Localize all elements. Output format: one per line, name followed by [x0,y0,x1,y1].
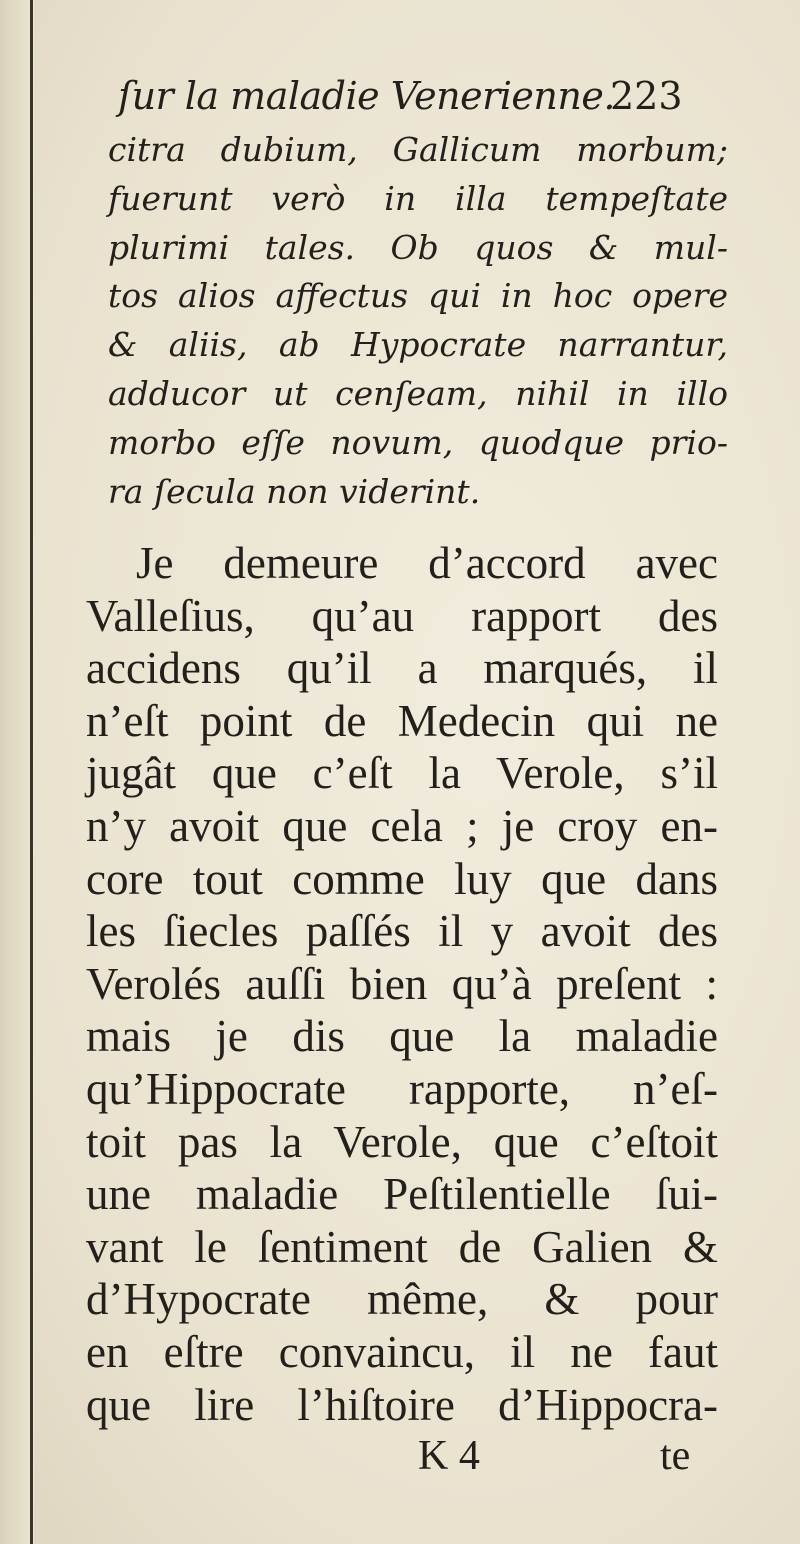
text-line: n’eſt point de Medecin qui ne [86,695,718,746]
text-line: les ſiecles paſſés il y avoit des [86,906,718,957]
binding-edge-line [30,0,33,1544]
text-line: d’Hypocrate même, & pour [86,1274,718,1325]
text-line: plurimi tales. Ob quos & mul- [108,227,728,267]
text-line: en eſtre convaincu, il ne faut [86,1326,718,1377]
text-line: Verolés auſſi bien qu’à preſent : [86,958,718,1009]
text-line: toit pas la Verole, que c’eſtoit [86,1116,718,1167]
text-line: mais je dis que la maladie [86,1011,718,1062]
text-line: adducor ut cenſeam, nihil in illo [108,373,728,413]
french-passage [86,537,718,1431]
signature-mark: K 4 [418,1433,480,1479]
text-line: Je demeure d’accord avec [136,538,718,588]
text-line: une maladie Peſtilentielle ſui- [86,1169,718,1220]
text-line: fuerunt verò in illa tempeſtate [108,178,728,218]
text-line: vant le ſentiment de Galien & [86,1221,718,1272]
text-line: citra dubium, Gallicum morbum; [108,130,728,169]
latin-passage [108,126,728,516]
text-line: ra ſecula non viderint. [108,471,481,511]
text-line: qu’Hippocrate rapporte, n’eſ- [86,1063,718,1114]
text-line: & aliis, ab Hypocrate narrantur, [108,325,728,365]
page-number: 223 [610,74,683,118]
running-title: ſur la maladie Venerienne. [118,74,615,118]
page-header [118,70,718,122]
text-line: Valleſius, qu’au rapport des [86,590,718,641]
text-line: jugât que c’eſt la Verole, s’il [86,748,718,799]
catchword: te [660,1433,691,1479]
page-gutter [0,0,34,1544]
text-line: core tout comme luy que dans [86,853,718,904]
text-line: morbo eſſe novum, quodque prio- [108,422,728,462]
text-line: que lire l’hiſtoire d’Hippocra- [86,1379,718,1430]
text-line: n’y avoit que cela ; je croy en- [86,800,718,851]
text-line: accidens qu’il a marqués, il [86,643,718,694]
text-line: tos alios affectus qui in hoc opere [108,276,728,316]
